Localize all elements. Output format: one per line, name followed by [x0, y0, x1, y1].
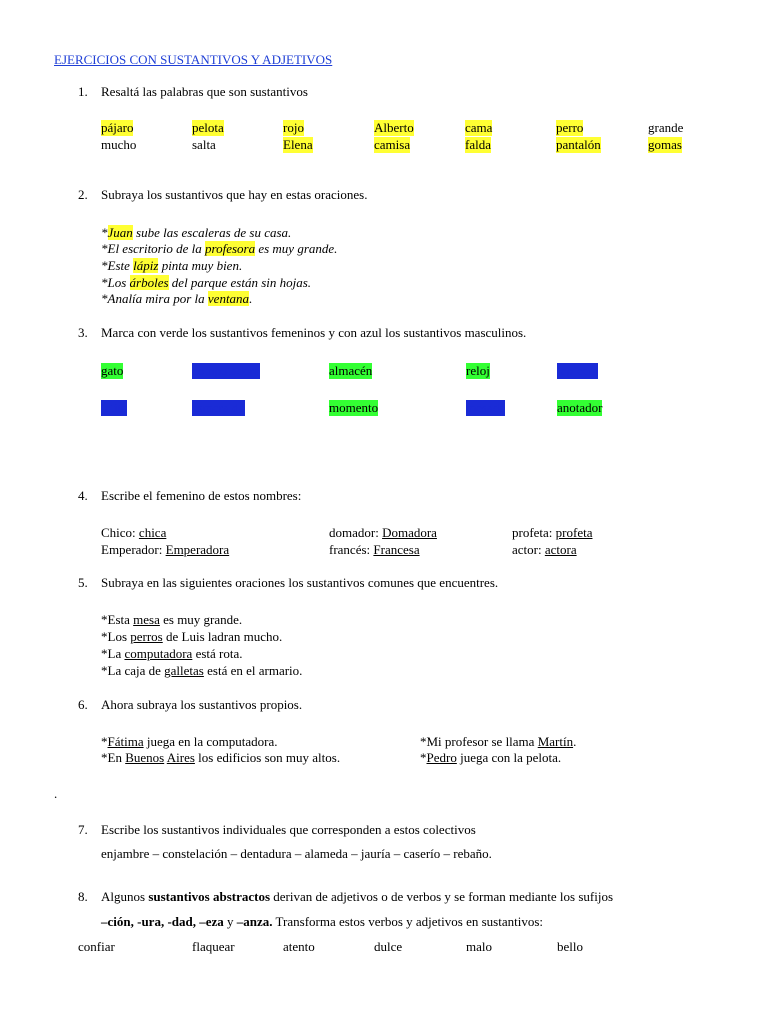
ex4-pair: Chico: chica — [101, 525, 167, 540]
ex3-word: gato — [101, 363, 124, 378]
ex2-sentence: *Juan sube las escaleras de su casa. — [101, 225, 292, 240]
ex6-sentence: *Fátima juega en la computadora. — [101, 734, 278, 749]
ex7-number: 7. — [78, 822, 88, 837]
ex8-word: flaquear — [192, 939, 235, 954]
ex1-word: gomas — [648, 137, 682, 152]
ex5-sentence: *La computadora está rota. — [101, 646, 243, 661]
ex1-instruction: Resaltá las palabras que son sustantivos — [101, 84, 308, 99]
ex8-word: atento — [283, 939, 315, 954]
ex1-word: perro — [556, 120, 584, 135]
ex1-word: Alberto — [374, 120, 414, 135]
ex4-pair: francés: Francesa — [329, 542, 420, 557]
ex2-instruction: Subraya los sustantivos que hay en estas oraciones. — [101, 187, 368, 202]
ex4-pair: profeta: profeta — [512, 525, 593, 540]
ex1-word: salta — [192, 137, 216, 152]
ex7-instruction: Escribe los sustantivos individuales que corresponden a estos colectivos — [101, 822, 476, 837]
ex5-sentence: *La caja de galletas está en el armario. — [101, 663, 303, 678]
ex4-instruction: Escribe el femenino de estos nombres: — [101, 488, 302, 503]
ex1-word: cama — [465, 120, 493, 135]
ex8-word: bello — [557, 939, 583, 954]
ex4-pair: actor: actora — [512, 542, 577, 557]
ex3-word: lapicera — [557, 363, 599, 378]
ex4-number: 4. — [78, 488, 88, 503]
ex3-word: mesada — [466, 400, 505, 415]
ex8-instruction: Algunos sustantivos abstractos derivan de adjetivos o de verbos y se forman mediante los sufijos — [101, 889, 614, 904]
ex7-word-list: enjambre – constelación – dentadura – alameda – jauría – caserío – rebaño. — [101, 846, 492, 861]
ex1-word: camisa — [374, 137, 411, 152]
ex3-word: almacén — [329, 363, 373, 378]
ex8-word: malo — [466, 939, 492, 954]
ex1-word: pantalón — [556, 137, 601, 152]
ex3-word: reloj — [466, 363, 490, 378]
ex8-word: dulce — [374, 939, 403, 954]
ex6-sentence: *Mi profesor se llama Martín. — [420, 734, 577, 749]
ex4-pair: Emperador: Emperadora — [101, 542, 230, 557]
ex6-sentence: *Pedro juega con la pelota. — [420, 750, 562, 765]
ex2-sentence: *El escritorio de la profesora es muy grande. — [101, 241, 338, 256]
ex5-instruction: Subraya en las siguientes oraciones los sustantivos comunes que encuentres. — [101, 575, 499, 590]
ex2-sentence: *Este lápiz pinta muy bien. — [101, 258, 243, 273]
ex1-word: Elena — [283, 137, 313, 152]
ex1-word: rojo — [283, 120, 304, 135]
ex1-word: mucho — [101, 137, 137, 152]
ex5-sentence: *Los perros de Luis ladran mucho. — [101, 629, 283, 644]
ex5-sentence: *Esta mesa es muy grande. — [101, 612, 243, 627]
ex2-sentence: *Los árboles del parque están sin hojas. — [101, 275, 312, 290]
ex3-word: anotador — [557, 400, 603, 415]
ex2-sentence: *Analía mira por la ventana. — [101, 291, 253, 306]
ex8-number: 8. — [78, 889, 88, 904]
ex3-word: tatita — [101, 400, 127, 415]
ex6-sentence: *En Buenos Aires los edificios son muy altos. — [101, 750, 341, 765]
ex2-number: 2. — [78, 187, 88, 202]
ex3-word: momento — [329, 400, 379, 415]
ex8-word: confiar — [78, 939, 115, 954]
ex1-word: falda — [465, 137, 491, 152]
ex4-pair: domador: Domadora — [329, 525, 437, 540]
ex6-instruction: Ahora subraya los sustantivos propios. — [101, 697, 303, 712]
ex1-number: 1. — [78, 84, 88, 99]
ex3-word: computadora — [192, 363, 260, 378]
ex1-word: pelota — [192, 120, 224, 135]
stray-dot: . — [54, 786, 58, 801]
ex3-word: esmeralda — [192, 400, 245, 415]
ex1-word: grande — [648, 120, 684, 135]
ex3-number: 3. — [78, 325, 88, 340]
ex1-word: pájaro — [101, 120, 134, 135]
ex3-instruction: Marca con verde los sustantivos femeninos y con azul los sustantivos masculinos. — [101, 325, 527, 340]
ex6-number: 6. — [78, 697, 88, 712]
ex8-instruction-line2: –ción, -ura, -dad, –eza y –anza. Transforma estos verbos y adjetivos en sustantivos: — [101, 914, 543, 929]
page-title: EJERCICIOS CON SUSTANTIVOS Y ADJETIVOS — [54, 52, 333, 67]
ex5-number: 5. — [78, 575, 88, 590]
